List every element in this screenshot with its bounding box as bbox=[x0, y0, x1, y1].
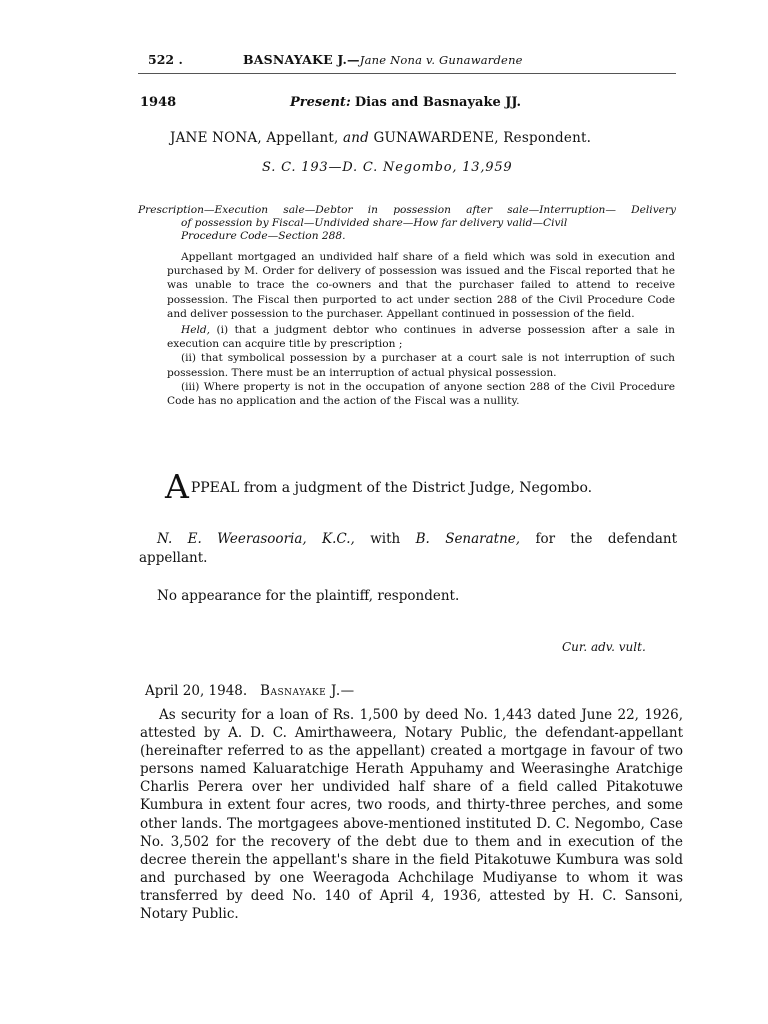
counsel-with: with bbox=[370, 531, 401, 547]
summary bbox=[167, 250, 675, 408]
page-number: 522 . bbox=[148, 52, 183, 67]
counsel-line-1 bbox=[139, 530, 677, 549]
counsel-name-2: B. Senaratne, bbox=[415, 531, 521, 547]
held-i-paragraph bbox=[167, 323, 675, 351]
judgment-judge: Basnayake J.— bbox=[260, 683, 355, 699]
running-title bbox=[243, 52, 523, 67]
headnote-line-3: Procedure Code—Section 288. bbox=[181, 230, 346, 242]
held-label: Held, bbox=[181, 324, 211, 337]
present-label: Present: bbox=[290, 95, 351, 110]
judgment-body bbox=[140, 706, 683, 923]
header-rule bbox=[138, 73, 676, 74]
cur-adv-vult: Cur. adv. vult. bbox=[562, 640, 646, 654]
counsel-line-2: appellant. bbox=[139, 550, 208, 566]
headnote bbox=[138, 204, 676, 243]
respondent: GUNAWARDENE, Respondent. bbox=[373, 130, 592, 146]
appellant: JANE NONA, Appellant, bbox=[170, 130, 339, 146]
and-word: and bbox=[342, 130, 369, 146]
counsel-name-1: N. E. Weerasooria, K.C., bbox=[157, 531, 355, 547]
case-parties bbox=[170, 130, 591, 146]
headnote-line-2: of possession by Fiscal—Undivided share—How far delivery valid—Civil bbox=[181, 217, 568, 229]
present-judges: Dias and Basnayake JJ. bbox=[354, 95, 522, 110]
case-number: S. C. 193—D. C. Negombo, 13,959 bbox=[262, 160, 513, 175]
headnote-line-1: Prescription—Execution sale—Debtor in possession after sale—Interruption— Delivery bbox=[138, 204, 676, 216]
running-title-case: Jane Nona v. Gunawardene bbox=[359, 53, 523, 67]
appeal-text: PPEAL from a judgment of the District Judge, Negombo. bbox=[190, 480, 593, 496]
counsel-rest: for the defendant bbox=[535, 531, 677, 547]
held-ii: (ii) that symbolical possession by a purchaser at a court sale is not interruption of such possession. There must be an interruption of actual physical possession. bbox=[167, 352, 675, 379]
drop-cap: A bbox=[165, 467, 189, 506]
summary-facts: Appellant mortgaged an undivided half share of a field which was sold in execution and purchased by M. Order for delivery of possession was issued and the Fiscal reported that he was unable to trace the co-owners and that the purchaser failed to attend to receive possession. The Fiscal then purported to act under section 288 of the Civil Procedure Code and deliver possession to the purchaser. Appellant continued in possession of the field. bbox=[167, 251, 675, 320]
judgment-date: April 20, 1948. bbox=[145, 683, 248, 699]
bench bbox=[290, 95, 521, 110]
no-appearance: No appearance for the plaintiff, respondent. bbox=[157, 588, 460, 604]
counsel bbox=[139, 530, 677, 568]
appeal-line bbox=[165, 467, 593, 506]
judgment-dateline bbox=[145, 683, 355, 699]
held-iii: (iii) Where property is not in the occupation of anyone section 288 of the Civil Procedure Code has no application and the action of the Fiscal was a nullity. bbox=[167, 380, 675, 408]
running-title-judge: BASNAYAKE J.— bbox=[243, 52, 360, 67]
held-i: (i) that a judgment debtor who continues in adverse possession after a sale in execution can acquire title by prescription ; bbox=[167, 324, 675, 351]
judgment-paragraph: As security for a loan of Rs. 1,500 by deed No. 1,443 dated June 22, 1926, attested by A. D. C. Amirthaweera, Notary Public, the defendant-appellant (hereinafter referred to as the appellant) created a mortgage in favour of two persons named Kaluaratchige Herath Appuhamy and Weerasinghe Aratchige Charlis Perera over her undivided half share of a field called Pitakotuwe Kumbura in extent four acres, two roods, and thirty-three perches, and some other lands. The mortgagees above-mentioned instituted D. C. Negombo, Case No. 3,502 for the recovery of the debt due to them and in execution of the decree therein the appellant's share in the field Pitakotuwe Kumbura was sold and purchased by one Weeragoda Achchilage Mudiyanse to whom it was transferred by deed No. 140 of April 4, 1936, attested by H. C. Sansoni, Notary Public. bbox=[140, 707, 683, 923]
case-year: 1948 bbox=[140, 95, 177, 110]
